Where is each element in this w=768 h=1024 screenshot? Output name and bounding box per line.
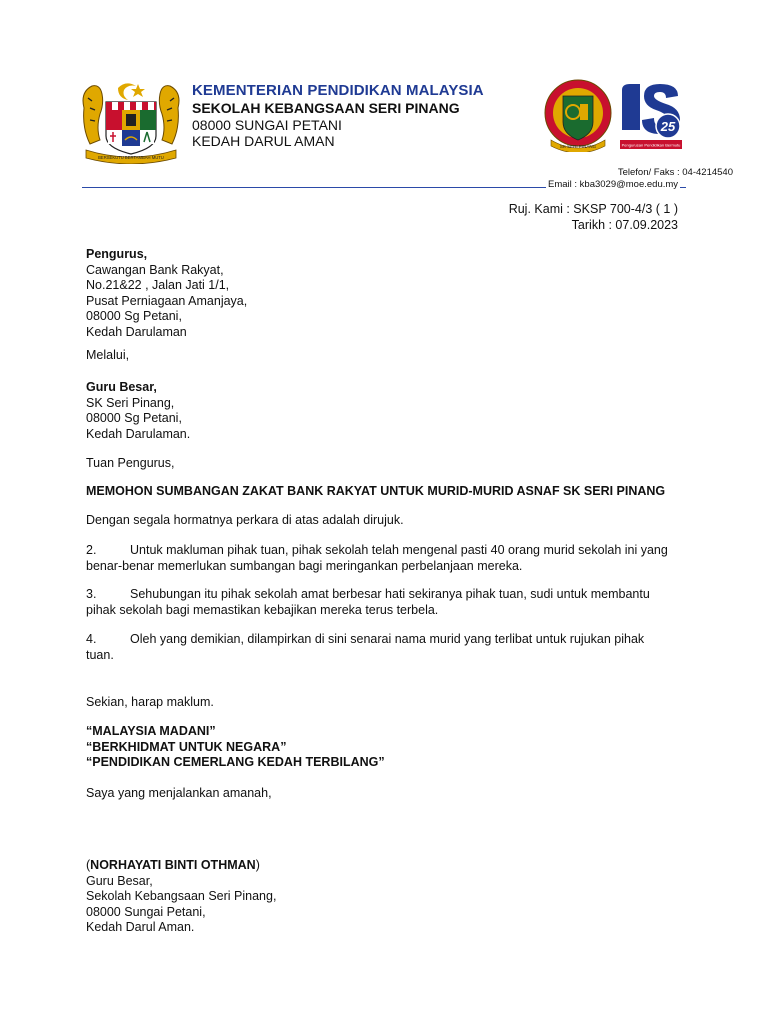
signoff: Saya yang menjalankan amanah, — [86, 786, 272, 800]
anniversary-number: 25 — [660, 119, 676, 134]
via-line: 08000 Sg Petani, — [86, 411, 182, 425]
paragraph-text: benar-benar memerlukan sumbangan bagi meringankan perbelanjaan mereka. — [86, 558, 523, 573]
paragraph-text: Untuk makluman pihak tuan, pihak sekolah telah mengenal pasti 40 orang murid sekolah ini yang — [130, 543, 668, 557]
paragraph-3 — [86, 587, 686, 618]
school-state: KEDAH DARUL AMAN — [192, 133, 335, 149]
slogan: “BERKHIDMAT UNTUK NEGARA” — [86, 739, 287, 754]
signature-block — [86, 858, 276, 936]
signatory-line: 08000 Sungai Petani, — [86, 904, 206, 919]
reference-number: Ruj. Kami : SKSP 700-4/3 ( 1 ) — [508, 202, 678, 216]
recipient-title: Pengurus, — [86, 247, 148, 261]
anniversary-25-logo — [616, 82, 686, 152]
email-address: Email : kba3029@moe.edu.my — [548, 179, 679, 190]
phone-fax: Telefon/ Faks : 04-4214540 — [617, 167, 733, 178]
paragraph-1: Dengan segala hormatnya perkara di atas adalah dirujuk. — [86, 513, 404, 527]
recipient-line: Cawangan Bank Rakyat, — [86, 262, 224, 277]
signatory-name-line — [86, 858, 276, 874]
anniversary-caption: Pengurusan Pendidikan Bermutu — [621, 142, 681, 148]
recipient-line: Pusat Perniagaan Amanjaya, — [86, 293, 248, 308]
via-label: Melalui, — [86, 348, 130, 362]
school-logo — [543, 78, 613, 152]
malaysia-coat-of-arms-logo — [78, 78, 184, 164]
open-paren: ( — [86, 858, 91, 872]
signatory-name: NORHAYATI BINTI OTHMAN — [90, 858, 256, 872]
slogan: “MALAYSIA MADANI” — [86, 724, 216, 738]
salutation: Tuan Pengurus, — [86, 456, 175, 470]
via-address — [86, 380, 686, 442]
via-title: Guru Besar, — [86, 380, 157, 394]
recipient-line: 08000 Sg Petani, — [86, 309, 182, 323]
ministry-name: KEMENTERIAN PENDIDIKAN MALAYSIA — [192, 82, 484, 99]
paragraph-2 — [86, 543, 686, 574]
letter-subject: MEMOHON SUMBANGAN ZAKAT BANK RAKYAT UNTUK MURID-MURID ASNAF SK SERI PINANG — [86, 484, 666, 498]
paragraph-text: Sehubungan itu pihak sekolah amat berbesar hati sekiranya pihak tuan, sudi untuk membantu — [130, 587, 650, 601]
signatory-line: Guru Besar, — [86, 873, 153, 888]
slogan: “PENDIDIKAN CEMERLANG KEDAH TERBILANG” — [86, 755, 385, 769]
crest-motto: BERSEKUTU BERTAMBAH MUTU — [98, 155, 164, 160]
signatory-line: Kedah Darul Aman. — [86, 920, 195, 934]
via-line: SK Seri Pinang, — [86, 395, 175, 410]
signatory-line: Sekolah Kebangsaan Seri Pinang, — [86, 889, 277, 903]
paragraph-number: 3. — [86, 587, 97, 601]
recipient-address — [86, 247, 686, 340]
closing-remark: Sekian, harap maklum. — [86, 695, 214, 709]
paragraph-text: tuan. — [86, 647, 114, 662]
slogans — [86, 724, 686, 771]
recipient-line: No.21&22 , Jalan Jati 1/1, — [86, 278, 230, 292]
close-paren: ) — [255, 858, 260, 872]
recipient-line: Kedah Darulaman — [86, 324, 187, 339]
paragraph-text: Oleh yang demikian, dilampirkan di sini senarai nama murid yang terlibat untuk rujukan pihak — [130, 632, 645, 646]
letter-date: Tarikh : 07.09.2023 — [571, 217, 678, 232]
school-postcode-city: 08000 SUNGAI PETANI — [192, 117, 342, 133]
school-logo-text: SK SERI PINANG — [559, 144, 597, 149]
paragraph-text: pihak sekolah bagi memastikan kebajikan mereka terus terbela. — [86, 602, 439, 617]
paragraph-number: 2. — [86, 543, 97, 557]
paragraph-4 — [86, 632, 686, 663]
school-name: SEKOLAH KEBANGSAAN SERI PINANG — [192, 100, 460, 116]
via-line: Kedah Darulaman. — [86, 426, 191, 441]
reference-block — [509, 202, 678, 233]
paragraph-number: 4. — [86, 632, 97, 646]
